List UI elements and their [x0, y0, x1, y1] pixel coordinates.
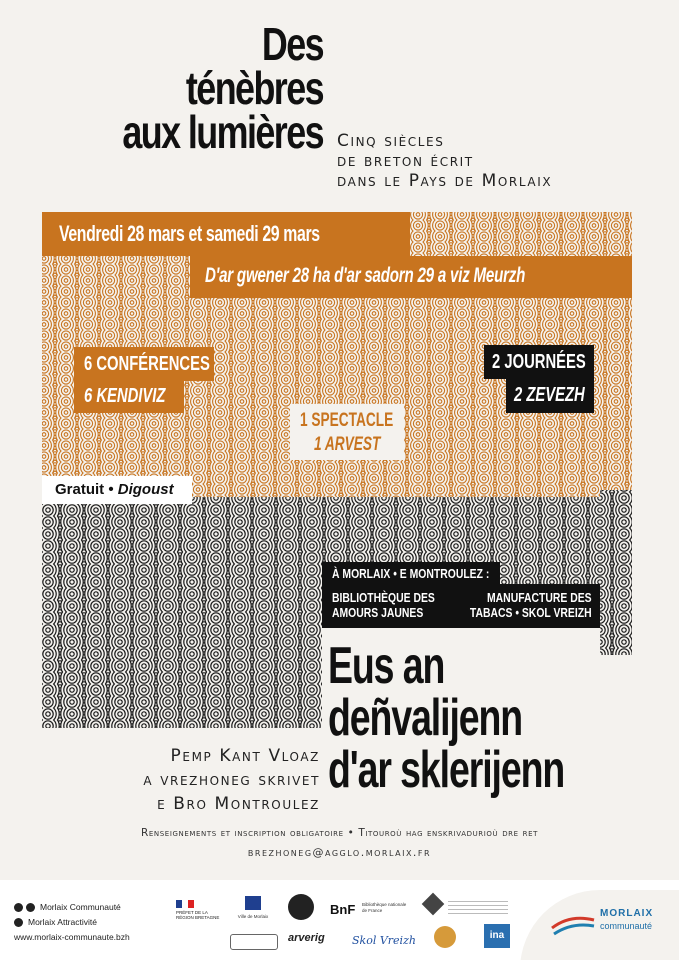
morlaix-logo-sub: communauté — [600, 921, 653, 931]
breton-title — [328, 637, 565, 799]
venue-heading-box — [322, 562, 500, 584]
gratuit-br: Digoust — [117, 481, 174, 498]
subtitle-line-3: dans le Pays de Morlaix — [337, 171, 553, 191]
date-fr: Vendredi 28 mars et samedi 29 mars — [59, 221, 320, 246]
subtitle-line-2: de breton écrit — [337, 151, 474, 171]
arverig-logo: arverig — [288, 932, 325, 944]
ofis-logo-icon — [422, 893, 445, 916]
skol-vreizh-logo: Skol Vreizh — [352, 934, 416, 947]
gratuit-label — [55, 481, 174, 498]
prefet-label: PRÉFET DE LA RÉGION BRETAGNE — [176, 910, 220, 920]
venue-place-2-line-2: TABACS • SKOL VREIZH — [469, 605, 592, 620]
info-email[interactable]: brezhoneg@agglo.morlaix.fr — [247, 846, 432, 859]
ville-label: Ville de Morlaix — [237, 914, 269, 919]
date-banner-fr — [42, 212, 410, 256]
breton-subtitle-line-3: e Bro Montroulez — [157, 794, 320, 814]
instagram-icon[interactable] — [26, 903, 35, 912]
ofis-text-icon — [448, 898, 508, 914]
orange-circle-logo-icon — [434, 926, 456, 948]
flag-icon — [176, 900, 194, 908]
title-line-2: ténèbres — [185, 62, 323, 114]
conferences-fr: 6 CONFÉRENCES — [84, 353, 210, 375]
conferences-br: 6 KENDIVIZ — [84, 385, 166, 407]
breton-title-line-3: d'ar sklerijenn — [328, 741, 565, 799]
morlaix-swoosh-icon — [550, 912, 596, 938]
spectacle-fr: 1 SPECTACLE — [300, 410, 394, 431]
subtitle-line-1: Cinq siècles — [337, 131, 445, 151]
ina-logo: ina — [484, 924, 510, 948]
subtitle — [337, 131, 552, 191]
ville-shield-icon — [245, 896, 261, 910]
bnf-logo: BnF — [330, 902, 356, 917]
venue-place-1 — [332, 590, 435, 620]
bnf-sub: Bibliothèque nationale de France — [362, 902, 407, 913]
website-link[interactable]: www.morlaix-communaute.bzh — [14, 932, 130, 942]
journees-fr: 2 JOURNÉES — [492, 351, 586, 373]
social-row-1 — [14, 902, 121, 912]
spectacle-br: 1 ARVEST — [314, 434, 381, 455]
social-row-2 — [14, 917, 97, 927]
breton-subtitle — [40, 744, 320, 816]
linkedin-icon[interactable] — [14, 918, 23, 927]
title-line-1: Des — [261, 18, 323, 70]
date-br: D'ar gwener 28 ha d'ar sadorn 29 a viz Meurzh — [205, 264, 526, 287]
breton-title-line-1: Eus an — [328, 637, 445, 695]
venue-heading: À MORLAIX • E MONTROULEZ : — [332, 566, 490, 581]
gratuit-separator: • — [104, 481, 118, 498]
title-line-3: aux lumières — [122, 106, 323, 158]
venue-place-2-line-1: MANUFACTURE DES — [487, 590, 592, 605]
social-2-label[interactable]: Morlaix Attractivité — [28, 917, 97, 927]
footer-logo-bar — [0, 880, 679, 960]
ville-logo — [232, 896, 274, 930]
prefet-logo — [176, 900, 220, 930]
venue-place-1-line-2: AMOURS JAUNES — [332, 605, 424, 620]
morlaix-logo-name: MORLAIX — [600, 908, 654, 919]
social-1-label[interactable]: Morlaix Communauté — [40, 902, 121, 912]
gratuit-box — [42, 476, 192, 504]
circle-logo-icon — [288, 894, 314, 920]
facebook-icon[interactable] — [14, 903, 23, 912]
venue-place-1-line-1: BIBLIOTHÈQUE DES — [332, 590, 435, 605]
breton-subtitle-line-1: Pemp Kant Vloaz — [170, 746, 320, 766]
main-title — [40, 18, 323, 158]
info-text: Renseignements et inscription obligatoire • Titouroù hag enskrivadurioù dre ret — [141, 827, 538, 839]
gratuit-fr: Gratuit — [55, 481, 105, 498]
date-banner-br — [190, 256, 632, 298]
journees-br: 2 ZEVEZH — [514, 384, 585, 406]
small-logo-icon — [230, 934, 278, 950]
breton-title-line-2: deñvalijenn — [328, 689, 523, 747]
venue-place-2 — [462, 590, 592, 620]
breton-subtitle-line-2: a vrezhoneg skrivet — [143, 770, 320, 790]
